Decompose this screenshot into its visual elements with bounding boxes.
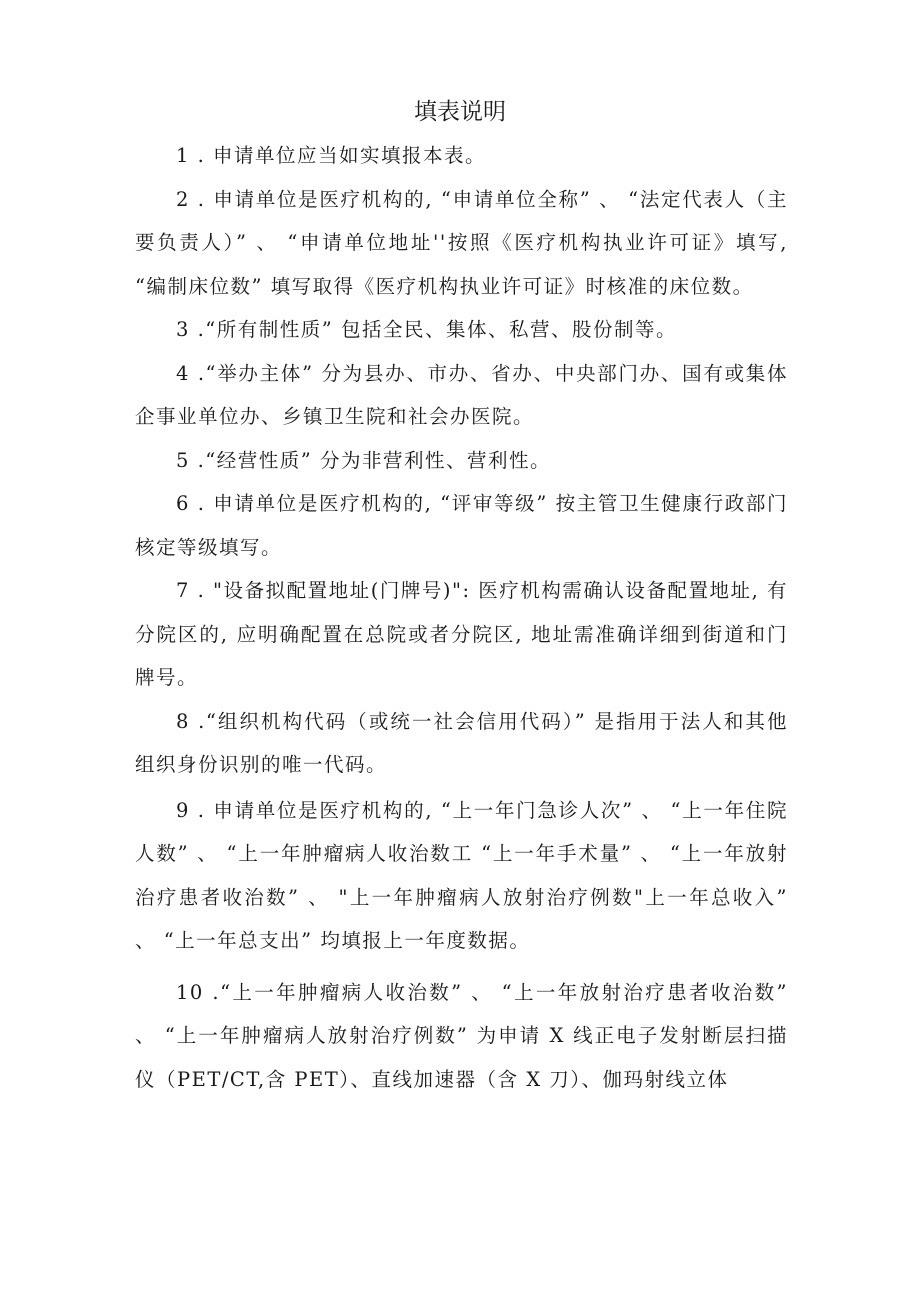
paragraph-3: 3 .“所有制性质” 包括全民、集体、私营、股份制等。 [176,318,677,341]
paragraph-1: 1 . 申请单位应当如实填报本表。 [176,144,487,167]
page-title: 填表说明 [414,99,506,125]
paragraph-8: 8 .“组织机构代码（或统一社会信用代码）” 是指用于法人和其他组织身份识别的唯一代码。 [135,709,788,776]
paragraph-6: 6 . 申请单位是医疗机构的, “评审等级” 按主管卫生健康行政部门核定等级填写。 [135,492,788,559]
paragraph-2: 2 . 申请单位是医疗机构的, “申请单位全称” 、 “法定代表人（主要负责人）” 、 “申请单位地址''按照《医疗机构执业许可证》填写, “编制床位数” 填写取得《医疗机构执业许可证》时核准的床位数。 [135,187,788,298]
paragraph-9: 9 . 申请单位是医疗机构的, “上一年门急诊人次” 、 “上一年住院人数” 、 “上一年肿瘤病人收治数工 “上一年手术量” 、 “上一年放射治疗患者收治数” 、 "上一年肿瘤病人放射治疗例数"上一年总收入” 、 “上一年总支出” 均填报上一年度数据。 [135,798,788,952]
paragraph-7: 7 . "设备拟配置地址(门牌号)": 医疗机构需确认设备配置地址, 有分院区的, 应明确配置在总院或者分院区, 地址需准确详细到街道和门牌号。 [135,579,788,689]
paragraph-5: 5 .“经营性质” 分为非营利性、营利性。 [176,448,551,472]
paragraph-4: 4 .“举办主体” 分为县办、市办、省办、中央部门办、国有或集体企事业单位办、乡镇卫生院和社会办医院。 [135,361,788,428]
paragraph-10: 10 .“上一年肿瘤病人收治数” 、 “上一年放射治疗患者收治数” 、 “上一年肿瘤病人放射治疗例数” 为申请 X 线正电子发射断层扫描仪（PET/CT,含 PET）、直线加速器（含 X 刀）、伽玛射线立体 [135,980,788,1091]
